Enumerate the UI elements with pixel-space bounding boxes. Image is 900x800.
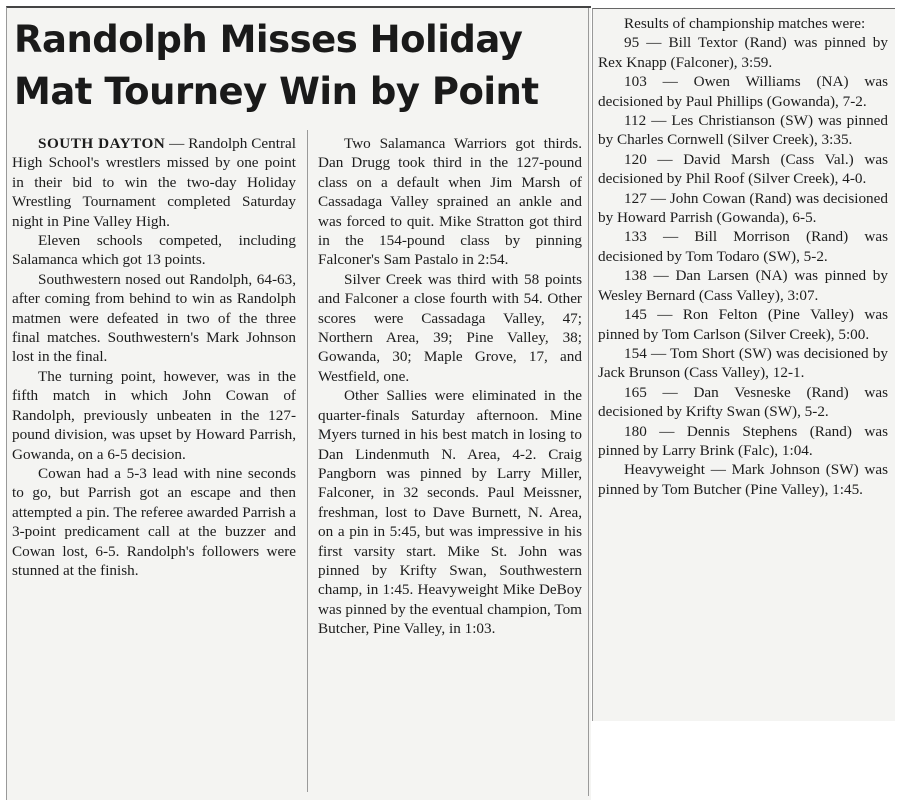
result-item: 133 — Bill Morrison (Rand) was decisioned by Tom Todaro (SW), 5-2.	[598, 228, 888, 265]
result-item: 154 — Tom Short (SW) was decisioned by Jack Brunson (Cass Valley), 12-1.	[598, 344, 888, 382]
dateline: SOUTH DAYTON	[38, 135, 166, 152]
paragraph: The turning point, however, was in the fifth match in which John Cowan of Randolph, previously unbeaten in the 127-pound division, was upset by Howard Parrish, Gowanda, on a 6-5 decision.	[12, 367, 296, 463]
column-divider	[588, 8, 589, 796]
article-headline: Randolph Misses Holiday Mat Tourney Win by Point	[14, 18, 539, 113]
result-item: 138 — Dan Larsen (NA) was pinned by Wesley Bernard (Cass Valley), 3:07.	[598, 267, 888, 304]
result-item: 112 — Les Christianson (SW) was pinned by Charles Cornwell (Silver Creek), 3:35.	[598, 112, 888, 149]
paragraph: Cowan had a 5-3 lead with nine seconds to go, but Parrish got an escape and then attempted a pin. The referee awarded Parrish a 3-point predicament call at the buzzer and Cowan lost, 6-5. Randolph's followers were stunned at the finish.	[12, 464, 296, 579]
lead-text: Randolph Central High School's wrestlers missed by one point in their bid to win the two-day Holiday Wrestling Tournament completed Saturday night in Pine Valley High.	[12, 135, 296, 230]
paragraph: Two Salamanca Warriors got thirds. Dan Drugg took third in the 127-pound class on a default when Jim Marsh of Cassadaga Valley sprained an ankle and was forced to quit. Mike Stratton got third in the 154-pound class by pinning Falconer's Sam Pastalo in 2:54.	[318, 135, 582, 269]
results-column	[598, 14, 888, 499]
result-item: 180 — Dennis Stephens (Rand) was pinned by Larry Brink (Falc), 1:04.	[598, 422, 888, 459]
result-item: 95 — Bill Textor (Rand) was pinned by Rex Knapp (Falconer), 3:59.	[598, 34, 888, 71]
paragraph: Southwestern nosed out Randolph, 64-63, after coming from behind to win as Randolph matmen were defeated in two of the three final matches. Southwestern's Mark Johnson lost in the final.	[12, 270, 296, 366]
column-divider	[307, 130, 308, 792]
lead-paragraph: SOUTH DAYTON — Randolph Central High School's wrestlers missed by one point in their bid to win the two-day Holiday Wrestling Tournament completed Saturday night in Pine Valley High.	[12, 135, 296, 230]
result-item: 145 — Ron Felton (Pine Valley) was pinned by Tom Carlson (Silver Creek), 5:00.	[598, 306, 888, 343]
article-column-2	[318, 134, 582, 639]
result-item: 127 — John Cowan (Rand) was decisioned by Howard Parrish (Gowanda), 6-5.	[598, 189, 888, 227]
result-item: Heavyweight — Mark Johnson (SW) was pinned by Tom Butcher (Pine Valley), 1:45.	[598, 461, 888, 498]
result-item: 120 — David Marsh (Cass Val.) was decisioned by Phil Roof (Silver Creek), 4-0.	[598, 150, 888, 188]
result-item: 103 — Owen Williams (NA) was decisioned by Paul Phillips (Gowanda), 7-2.	[598, 73, 888, 110]
results-intro: Results of championship matches were:	[624, 15, 866, 32]
paragraph: Silver Creek was third with 58 points and Falconer a close fourth with 54. Other scores were Cassadaga Valley, 47; Northern Area, 39; Pine Valley, 38; Gowanda, 30; Maple Grove, 17, and Westfield, one.	[318, 270, 582, 385]
paragraph: Eleven schools competed, including Salamanca which got 13 points.	[12, 232, 296, 269]
paragraph: Other Sallies were eliminated in the quarter-finals Saturday afternoon. Mine Myers turned in his best match in losing to Dan Lindenmuth N. Area, 4-2. Craig Pangborn was pinned by Larry Miller, Falconer, in 32 seconds. Paul Meissner, freshman, lost to Dave Burnett, N. Area, on a pin in 5:45, but was impressive in his first varsity start. Mike St. John was pinned by Krifty Swan, Southwestern champ, in 1:45. Heavyweight Mike DeBoy was pinned by the eventual champion, Tom Butcher, Pine Valley, in 1:03.	[318, 387, 582, 638]
article-column-1	[12, 134, 296, 580]
result-item: 165 — Dan Vesneske (Rand) was decisioned by Krifty Swan (SW), 5-2.	[598, 383, 888, 421]
